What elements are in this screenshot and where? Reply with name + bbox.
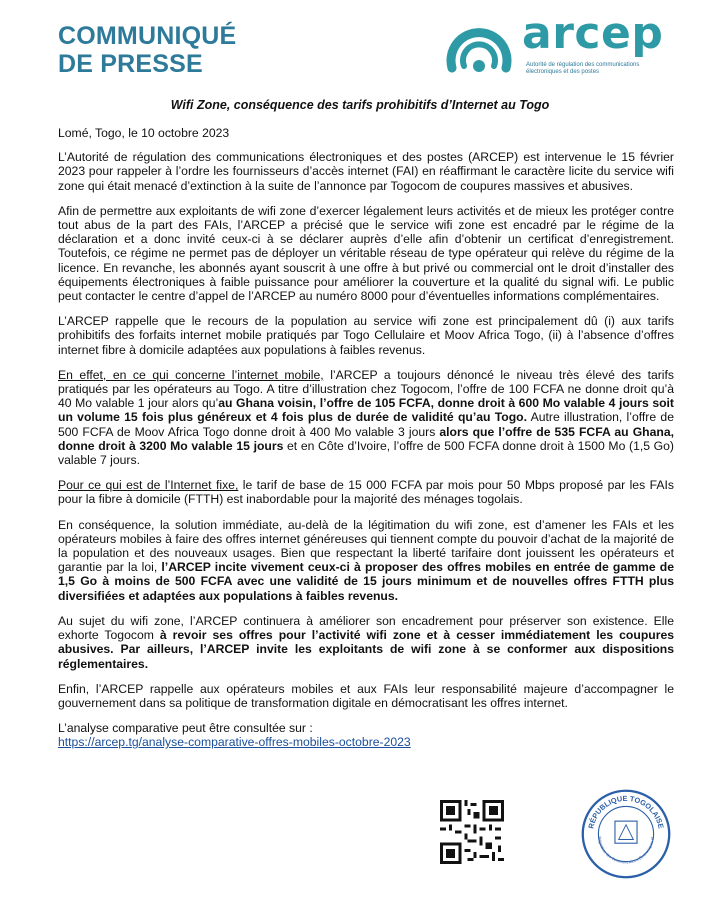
footer-note-block bbox=[58, 721, 674, 749]
paragraph-6 bbox=[58, 518, 674, 603]
title-line-2: DE PRESSE bbox=[58, 50, 203, 78]
paragraph-4-text-3: et en Côte d’Ivoire, l’offre de 500 FCFA donne droit à 1500 Mo (1,5 Go) valable 7 jours. bbox=[58, 438, 674, 468]
logo-wordmark: arcep bbox=[522, 8, 664, 59]
paragraph-5 bbox=[58, 478, 674, 506]
paragraph-4 bbox=[58, 368, 674, 467]
paragraph-7-bold-1: à revoir ses offres pour l’activité wifi zone et à cesser immédiatement les coupures abusives. Par ailleurs, l’ARCEP invite les exploitants de wifi zone à se conformer aux dispositions réglementaires. bbox=[58, 628, 675, 671]
official-seal-icon bbox=[580, 788, 672, 880]
footer-note: L’analyse comparative peut être consultée sur : bbox=[58, 721, 313, 736]
seal-outer-text: RÉPUBLIQUE TOGOLAISE bbox=[586, 793, 666, 830]
logo-tagline: Autorité de régulation des communications électroniques et des postes bbox=[526, 62, 640, 75]
paragraph-4-text-1: l’ARCEP a toujours dénoncé le niveau très élevé des tarifs pratiqués par les opérateurs au Togo. A titre d’illustration chez Togocom, l’offre de 100 FCFA ne donne droit qu’à 40 Mo valable 1 jour alors qu’ bbox=[58, 367, 674, 411]
paragraph-5-lead: Pour ce qui est de l’Internet fixe, bbox=[58, 478, 239, 493]
dateline: Lomé, Togo, le 10 octobre 2023 bbox=[58, 126, 230, 140]
press-release-body bbox=[58, 126, 674, 750]
arcep-logo bbox=[440, 8, 680, 92]
title-line-1: COMMUNIQUÉ bbox=[58, 22, 237, 50]
paragraph-4-bold-1: au Ghana voisin, l’offre de 105 FCFA, donne droit à 600 Mo valable 4 jours soit un volume 15 fois plus généreux et 4 fois plus de durée de validité qu’au Togo. bbox=[58, 396, 674, 425]
seal-inner-text: Régulation des Communications Électroniques et bbox=[597, 836, 655, 865]
paragraph-7 bbox=[58, 614, 674, 671]
paragraph-3: L’ARCEP rappelle que le recours de la population au service wifi zone est principalement dû (i) aux tarifs prohibitifs des forfaits internet mobile pratiqués par Togo Cellulaire et Moov Africa Togo, (ii) à l’absence d’offres internet fibre à domicile adaptées aux populations à faibles revenus. bbox=[58, 314, 674, 357]
qr-code-icon[interactable] bbox=[440, 800, 504, 864]
subject-line: Wifi Zone, conséquence des tarifs prohibitifs d’Internet au Togo bbox=[170, 98, 550, 112]
paragraph-4-lead: En effet, en ce qui concerne l’internet mobile, bbox=[58, 367, 324, 382]
paragraph-5-text-1: le tarif de base de 15 000 FCFA par mois pour 50 Mbps proposé par les FAIs pour la fibre à domicile (FTTH) est inabordable pour la majorité des ménages togolais. bbox=[58, 478, 674, 507]
paragraph-4-bold-2: alors que l’offre de 535 FCFA au Ghana, donne droit à 3200 Mo valable 15 jours bbox=[58, 424, 675, 453]
paragraph-4-text-2: Autre illustration, l’offre de 500 FCFA de Moov Africa Togo donne droit à 400 Mo valable 3 jours bbox=[58, 410, 674, 439]
paragraph-6-text-1: En conséquence, la solution immédiate, au-delà de la légitimation du wifi zone, est d’amener les FAIs et les opérateurs mobiles à faire des offres internet généreuses qui tiennent compte du pouvoir d’achat de la majorité de la population et des nouveaux usages. Bien que respectant la liberté tarifaire dont jouissent les opérateurs et garantie par la loi, bbox=[58, 517, 674, 575]
document-title bbox=[58, 22, 236, 78]
analysis-link[interactable]: https://arcep.tg/analyse-comparative-offres-mobiles-octobre-2023 bbox=[58, 735, 411, 750]
paragraph-6-bold-1: l’ARCEP incite vivement ceux-ci à proposer des offres mobiles en entrée de gamme de 1,5 Go à moins de 500 FCFA avec une validité de 15 jours minimum et de nouvelles offres FTTH plus diversifiées et adaptées aux populations à faibles revenus. bbox=[58, 560, 674, 603]
paragraph-7-text-1: Au sujet du wifi zone, l’ARCEP continuera à améliorer son encadrement pour préserver son existence. Elle exhorte Togocom bbox=[58, 613, 674, 643]
paragraph-8: Enfin, l’ARCEP rappelle aux opérateurs mobiles et aux FAIs leur responsabilité majeure d’accompagner le gouvernement dans sa politique de transformation digitale en démocratisant les offres internet. bbox=[58, 681, 674, 710]
paragraph-2: Afin de permettre aux exploitants de wifi zone d’exercer légalement leurs activités et de mieux les protéger contre tout abus de la part des FAIs, l’ARCEP a précisé que le service wifi zone est encadré par le régime de la déclaration et a donc invité ceux-ci à se déclarer auprès d’elle afin d’obtenir un certificat d’enregistrement. Toutefois, ce régime ne permet pas de déployer un véritable réseau de type opérateur qui relève du régime de la licence. En revanche, les abonnés ayant souscrit à une offre à but privé ou commercial ont le droit d’installer des équipements électroniques à faible puissance pour améliorer la couverture et la qualité du signal wifi. Le public peut contacter le centre d’appel de l’ARCEP au numéro 8000 pour d’éventuelles informations complémentaires. bbox=[58, 203, 674, 304]
arcep-logo-mark-icon bbox=[440, 16, 518, 94]
paragraph-1: L’Autorité de régulation des communications électroniques et des postes (ARCEP) est intervenue le 15 février 2023 pour rappeler à l’ordre les fournisseurs d’accès internet (FAI) en réaffirmant le caractère licite du service wifi zone qui était menacé d’extinction à la suite de l’annonce par Togocom de coupures massives et abusives. bbox=[58, 150, 674, 193]
